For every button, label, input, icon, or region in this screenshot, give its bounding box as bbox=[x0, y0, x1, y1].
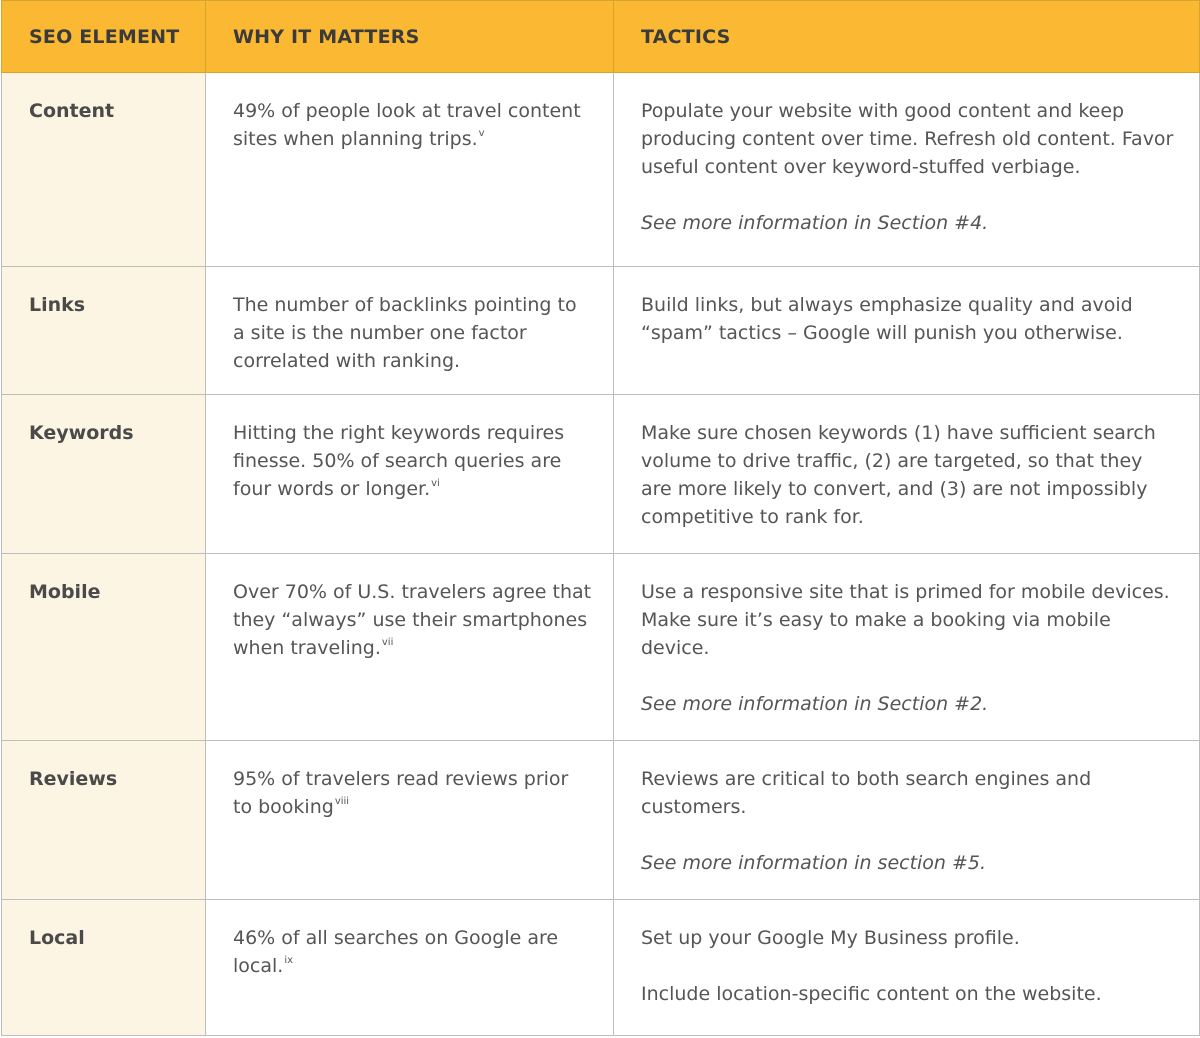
section-note: See more information in section #5. bbox=[641, 852, 987, 874]
table-row-local bbox=[2, 900, 1200, 1036]
why-cell bbox=[206, 554, 614, 741]
why-cell bbox=[206, 900, 614, 1036]
tactics-cell bbox=[614, 267, 1200, 395]
tactics-text: Make sure chosen keywords (1) have sufficient search volume to drive traffic, (2) are targeted, so that they are more likely to convert, and (3) are not impossibly competitive to rank for. bbox=[641, 422, 1156, 528]
tactics-cell bbox=[614, 395, 1200, 554]
table-row-keywords bbox=[2, 395, 1200, 554]
seo-elements-table bbox=[1, 0, 1200, 1036]
why-text: 46% of all searches on Google are local. bbox=[233, 927, 559, 977]
element-cell: Reviews bbox=[2, 741, 206, 900]
header-tactics: TACTICS bbox=[614, 1, 1200, 73]
tactics-cell bbox=[614, 554, 1200, 741]
tactics-text: Set up your Google My Business profile. bbox=[641, 927, 1020, 949]
tactics-text: Populate your website with good content and keep producing content over time. Refresh old content. Favor useful content over keyword-stuffed verbiage. bbox=[641, 100, 1174, 178]
table-row-mobile bbox=[2, 554, 1200, 741]
footnote-ref: vii bbox=[381, 637, 394, 648]
section-note: See more information in Section #4. bbox=[641, 212, 989, 234]
tactics-text: Reviews are critical to both search engines and customers. bbox=[641, 768, 1092, 818]
element-cell: Mobile bbox=[2, 554, 206, 741]
why-cell bbox=[206, 741, 614, 900]
table-row-links bbox=[2, 267, 1200, 395]
why-text: Hitting the right keywords requires finesse. 50% of search queries are four words or longer. bbox=[233, 422, 565, 500]
table-row-reviews bbox=[2, 741, 1200, 900]
why-cell bbox=[206, 395, 614, 554]
why-text: Over 70% of U.S. travelers agree that they “always” use their smartphones when traveling. bbox=[233, 581, 592, 659]
element-cell: Local bbox=[2, 900, 206, 1036]
footnote-ref: v bbox=[478, 128, 485, 139]
tactics-text: Use a responsive site that is primed for mobile devices. Make sure it’s easy to make a booking via mobile device. bbox=[641, 581, 1170, 659]
element-cell: Keywords bbox=[2, 395, 206, 554]
why-cell bbox=[206, 267, 614, 395]
tactics-extra-text: Include location-specific content on the website. bbox=[641, 983, 1102, 1005]
why-text: 95% of travelers read reviews prior to booking bbox=[233, 768, 569, 818]
element-cell: Links bbox=[2, 267, 206, 395]
tactics-cell bbox=[614, 900, 1200, 1036]
table-row-content bbox=[2, 73, 1200, 267]
why-text: 49% of people look at travel content sites when planning trips. bbox=[233, 100, 581, 150]
element-cell: Content bbox=[2, 73, 206, 267]
footnote-ref: ix bbox=[284, 955, 294, 966]
header-row bbox=[2, 1, 1200, 73]
tactics-text: Build links, but always emphasize quality and avoid “spam” tactics – Google will punish you otherwise. bbox=[641, 294, 1133, 344]
header-seo-element: SEO ELEMENT bbox=[2, 1, 206, 73]
section-note: See more information in Section #2. bbox=[641, 693, 989, 715]
header-why-it-matters: WHY IT MATTERS bbox=[206, 1, 614, 73]
footnote-ref: vi bbox=[431, 478, 440, 489]
footnote-ref: viii bbox=[334, 796, 350, 807]
tactics-cell bbox=[614, 73, 1200, 267]
why-cell bbox=[206, 73, 614, 267]
why-text: The number of backlinks pointing to a site is the number one factor correlated with ranking. bbox=[233, 294, 577, 372]
tactics-cell bbox=[614, 741, 1200, 900]
